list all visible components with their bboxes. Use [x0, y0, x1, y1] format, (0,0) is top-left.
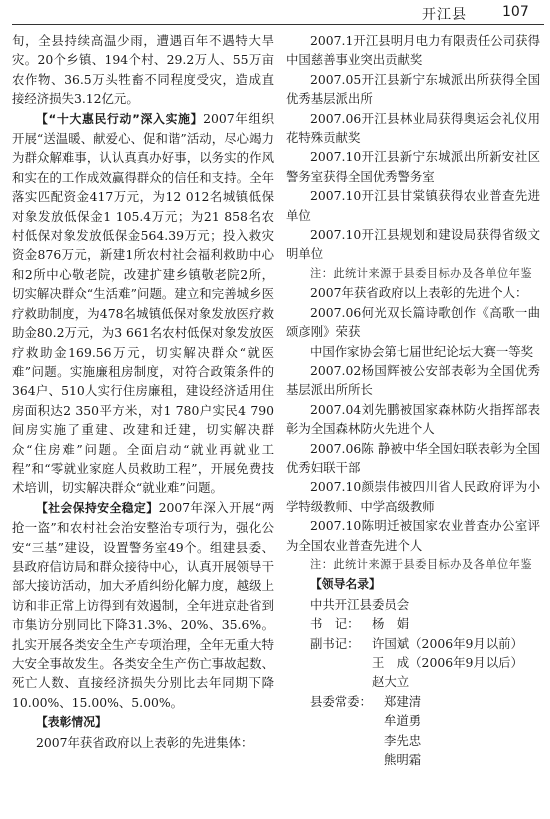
roster-name: 郑建清	[384, 693, 422, 709]
source-note: 注：此统计来源于县委目标办及各单位年鉴	[310, 557, 533, 571]
paragraph-drought: 旬，全县持续高温少雨，遭遇百年不遇特大旱灾。20个乡镇、194个村、29.2万人、55万亩农作物、36.5万头牲畜不同程度受灾，造成直接经济损失3.12亿元。	[12, 33, 274, 107]
award-collective-item: 2007.10开江县新宁东城派出所新安社区警务室获得全国优秀警务室	[286, 149, 540, 184]
roster-row-secretary	[310, 614, 540, 633]
source-note: 注：此统计来源于县委目标办及各单位年鉴	[310, 266, 533, 280]
award-individual-item: 中国作家协会第七届世纪论坛大赛一等奖	[310, 343, 534, 359]
roster-name: 许国斌（2006年9月以前）	[372, 635, 523, 651]
section-welfare	[12, 109, 274, 498]
leader-org: 中共开江县委员会	[310, 596, 410, 612]
individuals-intro: 2007年获省政府以上表彰的先进个人：	[310, 285, 528, 301]
left-column	[12, 31, 274, 752]
section-security	[12, 498, 274, 712]
roster-label: 副书记：	[310, 635, 360, 651]
award-collective-item: 2007.05开江县新宁东城派出所获得全国优秀基层派出所	[286, 71, 540, 107]
award-collective-item: 2007.06开江县林业局获得奥运会礼仪用花特殊贡献奖	[286, 110, 540, 146]
roster-label: 书 记：	[310, 616, 360, 632]
roster-row-deputy	[310, 634, 540, 653]
section-title-awards: 【表彰情况】	[36, 715, 107, 730]
section-title-welfare: 【“十大惠民行动”深入实施】	[36, 111, 204, 126]
award-individual-item: 2007.10颜崇伟被四川省人民政府评为小学特级教师、中学高级教师	[286, 479, 540, 514]
section-title-leaders: 【领导名录】	[310, 577, 381, 592]
roster-name: 熊明霜	[384, 752, 422, 768]
roster-name: 李先忠	[384, 732, 422, 748]
page-header	[0, 0, 550, 30]
section-awards-heading	[12, 712, 274, 732]
roster-label: 县委常委：	[310, 693, 372, 709]
award-collective-item: 2007.10开江县规划和建设局获得省级文明单位	[286, 227, 540, 262]
award-individual-item: 2007.06何光双长篇诗歌创作《高歌一曲颂彦刚》荣获	[286, 304, 540, 340]
award-collective-item: 2007.10开江县甘棠镇获得农业普查先进单位	[286, 188, 540, 223]
roster-name: 牟道勇	[384, 713, 422, 729]
award-individual-item: 2007.06陈 静被中华全国妇联表彰为全国优秀妇联干部	[286, 440, 540, 475]
leader-roster	[286, 595, 540, 770]
page-number: 107	[502, 4, 529, 20]
award-individual-item: 2007.02杨国辉被公安部表彰为全国优秀基层派出所所长	[286, 362, 540, 398]
award-individual-item: 2007.04刘先鹏被国家森林防火指挥部表彰为全国森林防火先进个人	[286, 401, 540, 437]
roster-name: 赵大立	[372, 674, 410, 690]
award-collective-item: 2007.1开江县明月电力有限责任公司获得中国慈善事业突出贡献奖	[286, 33, 540, 68]
header-rule	[12, 24, 544, 25]
award-individual-item: 2007.10陈明迁被国家农业普查办公室评为全国农业普查先进个人	[286, 518, 540, 553]
section-leaders-heading	[286, 574, 540, 594]
awards-intro: 2007年获省政府以上表彰的先进集体：	[36, 734, 254, 750]
roster-row-standing	[310, 692, 540, 711]
section-body-security: 2007年深入开展“两抢一盗”和农村社会治安整治专项行为，强化公安“三基”建设，设置警务室49个。组建县委、县政府信访局和群众接待中心，认真开展领导干部大接访活动，加大矛盾纠纷化解力度，越级上访和非正常上访得到有效遏制，全年进京赴省到市集访分别同比下降31.3%、20%、35.6%。扎实开展各类安全生产专项治理，全年无重大特大安全事故发生。各类安全生产伤亡事故起数、死亡人数、直接经济损失分别比去年同期下降10.00%、15.00%、5.00%。	[12, 499, 274, 710]
right-column	[286, 31, 540, 769]
roster-name: 王 成（2006年9月以后）	[372, 655, 523, 670]
section-title-security: 【社会保持安全稳定】	[36, 500, 159, 515]
roster-name: 杨 娟	[372, 616, 410, 632]
running-title: 开江县	[422, 7, 467, 23]
section-body-welfare: 2007年组织开展“送温暖、献爱心、促和谐”活动，尽心竭力为群众解难事，认认真真办好事，以务实的作风和实在的工作成效赢得群众的信任和支持。全年落实匹配资金417万元，为12 012名城镇低保对象发放低保金1 105.4万元；为21 858名农村低保对象发放低保金564.39万元；投入救灾资金876万元，新建1所农村社会福利救助中心和2所中心敬老院，改建扩建乡镇敬老院2所，切实解决群众“生活难”问题。建立和完善城乡医疗救助制度，为478名城镇低保对象发放医疗救助金80.2万元，为3 661名农村低保对象发放医疗救助金169.56万元，切实解决群众“就医难”问题。实施廉租房制度，对符合政策条件的364户、510人实行住房廉租，建设经济适用住房面积达2 350平方米，对1 780户实民4 790间房实施了重建、改建和迁建，切实解决群众“住房难”问题。全面启动“就业再就业工程”和“零就业家庭人员救助工程”，开展免费技术培训，切实解决群众“就业难”问题。	[12, 110, 274, 496]
